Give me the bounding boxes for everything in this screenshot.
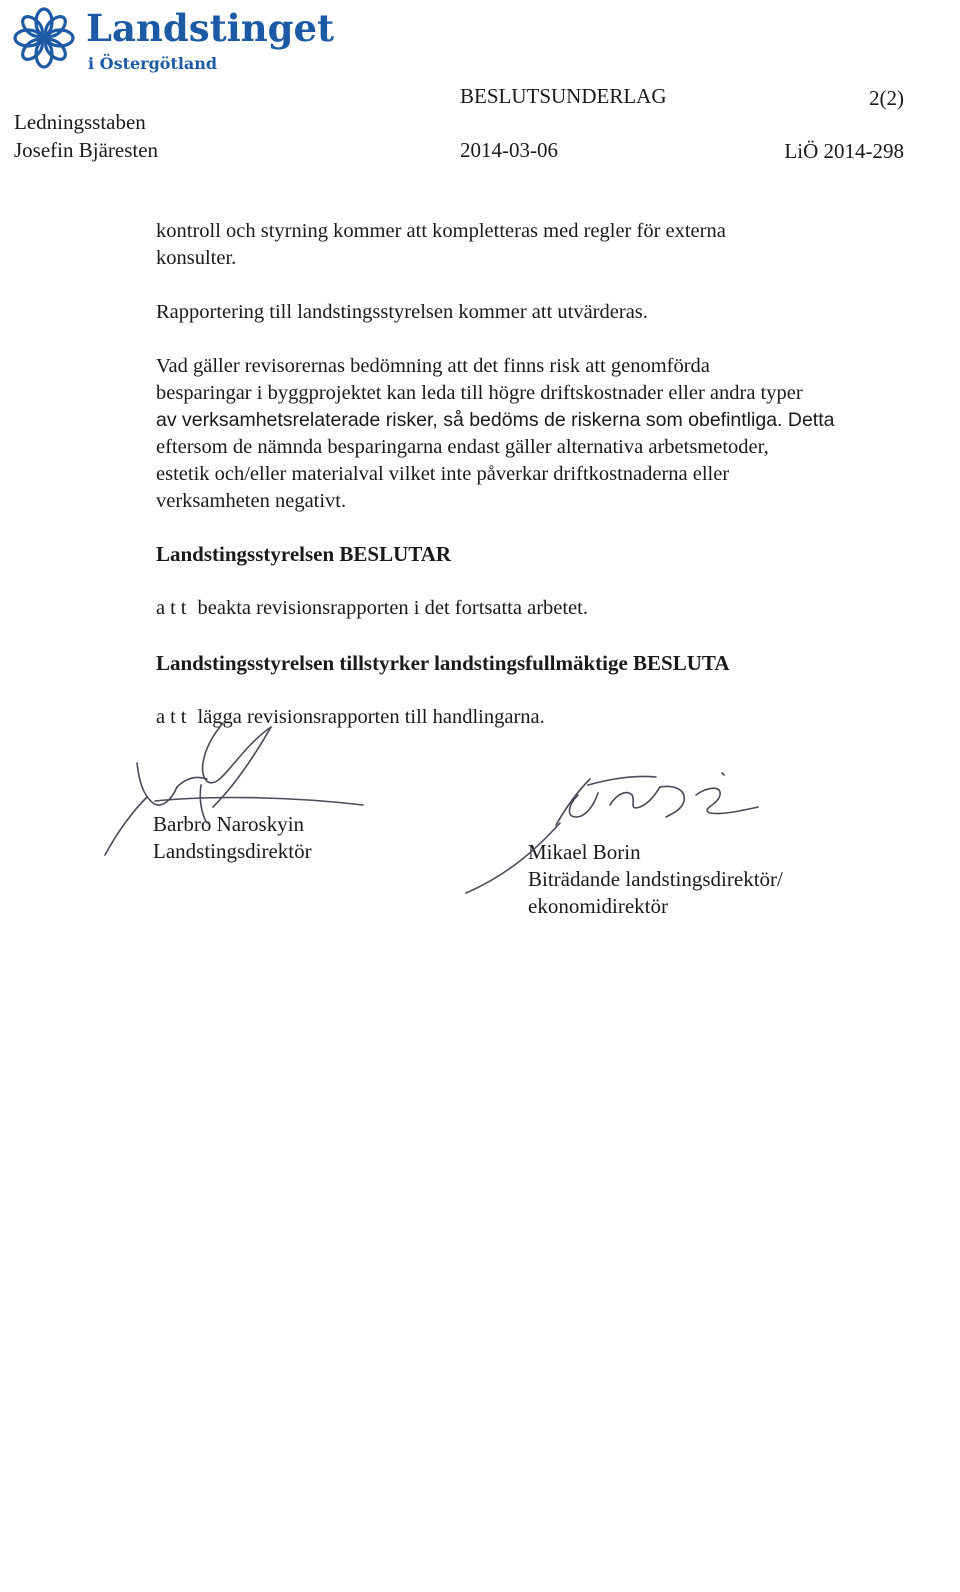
decision-text: beakta revisionsrapporten i det fortsatta arbetet.: [197, 597, 588, 619]
signatory-name: Mikael Borin: [528, 840, 641, 864]
att-keyword: att: [156, 706, 192, 728]
decision-clause-board: [156, 595, 588, 621]
decision-clause-council: [156, 704, 545, 730]
paragraph-reporting: [156, 299, 926, 326]
logo-subtitle: i Östergötland: [88, 54, 218, 73]
text-line: Rapportering till landstingsstyrelsen kommer att utvärderas.: [156, 301, 648, 323]
att-keyword: att: [156, 597, 192, 619]
organization-logo: [12, 6, 335, 80]
text-line: Vad gäller revisorernas bedömning att det finns risk att genomförda: [156, 355, 710, 377]
decision-heading-board: Landstingsstyrelsen BESLUTAR: [156, 542, 452, 566]
text-line: konsulter.: [156, 247, 237, 269]
text-line: estetik och/eller materialval vilket inte påverkar driftkostnaderna eller: [156, 463, 730, 485]
signatory-left: [153, 811, 312, 865]
signatory-title: Landstingsdirektör: [153, 839, 312, 863]
decision-heading-council: Landstingsstyrelsen tillstyrker landstingsfullmäktige BESLUTA: [156, 651, 730, 675]
text-line: besparingar i byggprojektet kan leda till högre driftskostnader eller andra typer: [156, 382, 803, 404]
signatory-right: [528, 839, 783, 920]
paragraph-controls: [156, 218, 926, 272]
header-page-number: 2(2): [869, 86, 904, 110]
text-line: eftersom de nämnda besparingarna endast gäller alternativa arbetsmetoder,: [156, 436, 769, 458]
text-line: kontroll och styrning kommer att kompletteras med regler för externa: [156, 220, 726, 242]
snowflake-flower-icon: [12, 6, 76, 70]
text-line: av verksamhetsrelaterade risker, så bedöms de riskerna som obefintliga. Detta: [156, 409, 835, 431]
header-date: 2014-03-06: [460, 138, 558, 162]
header-reference: LiÖ 2014-298: [784, 139, 904, 163]
paragraph-assessment: [156, 353, 926, 515]
logo-name: Landstinget: [86, 6, 335, 50]
signatory-name: Barbro Naroskyin: [153, 812, 305, 836]
header-doc-type: BESLUTSUNDERLAG: [460, 84, 667, 108]
signatory-title: Biträdande landstingsdirektör/: [528, 867, 783, 891]
header-department: Ledningsstaben: [14, 110, 146, 134]
signatory-title: ekonomidirektör: [528, 894, 668, 918]
header-author: Josefin Bjäresten: [14, 138, 159, 162]
text-line: verksamheten negativt.: [156, 490, 347, 512]
decision-text: lägga revisionsrapporten till handlingarna.: [197, 706, 545, 728]
